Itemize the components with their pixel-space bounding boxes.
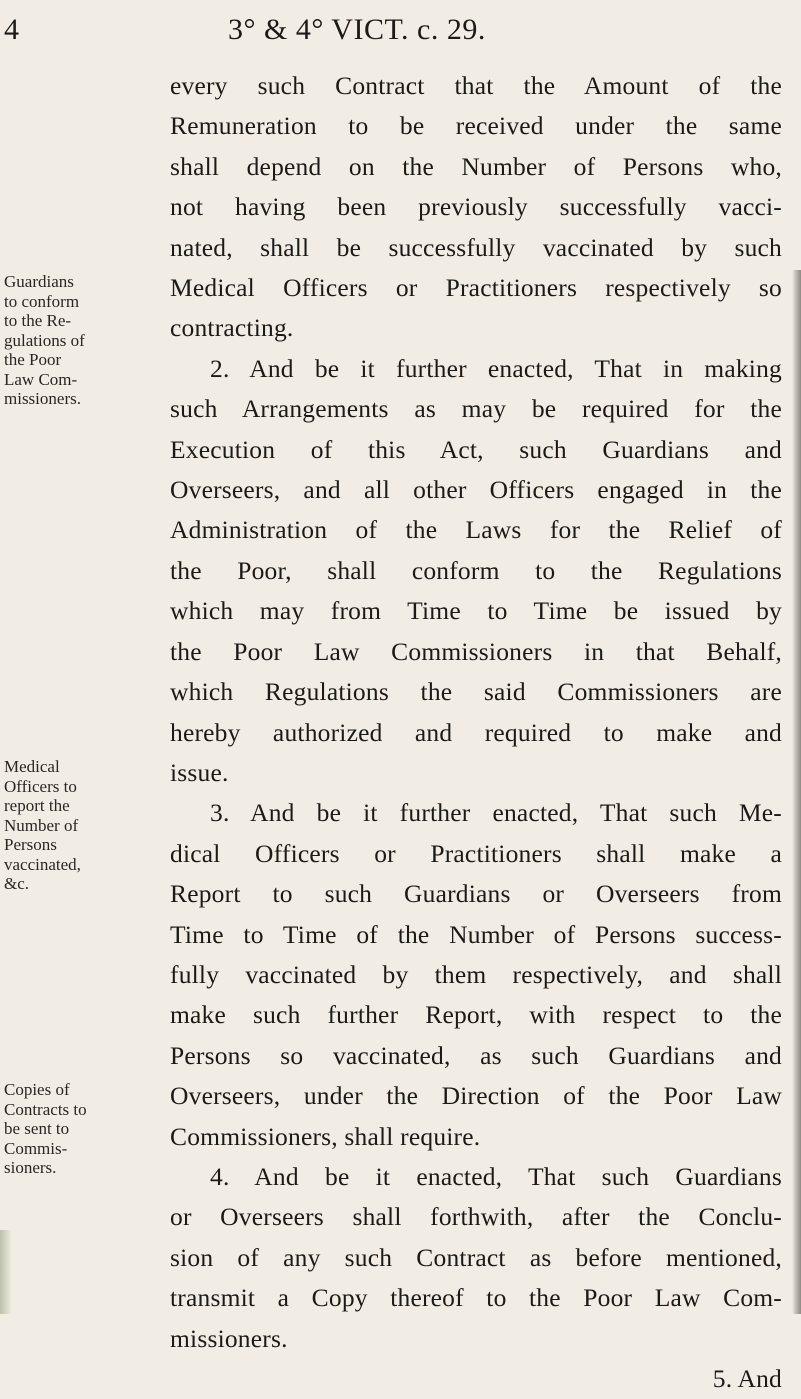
- body-text: [170, 66, 782, 1399]
- text-line: which may from Time to Time be issued by: [170, 596, 782, 626]
- text-line: which Regulations the said Commissioners are: [170, 677, 782, 707]
- margin-note-line: Number of: [4, 815, 79, 835]
- text-line: Overseers, under the Direction of the Poor Law: [170, 1081, 782, 1111]
- section-3-start: 3. And be it further enacted, That such Me-: [210, 798, 782, 828]
- page-number: 4: [4, 13, 19, 46]
- text-line: sion of any such Contract as before mentioned,: [170, 1242, 782, 1272]
- margin-note-line: Officers to: [4, 776, 77, 796]
- text-line: nated, shall be successfully vaccinated by such: [170, 232, 782, 262]
- text-line: Remuneration to be received under the same: [170, 111, 782, 141]
- text-line: hereby authorized and required to make and: [170, 717, 782, 747]
- text-line: contracting.: [170, 313, 294, 343]
- margin-note-line: be sent to: [4, 1119, 70, 1138]
- text-line: transmit a Copy thereof to the Poor Law Com-: [170, 1283, 782, 1313]
- text-line: Report to such Guardians or Overseers from: [170, 879, 782, 909]
- section-4-start: 4. And be it enacted, That such Guardians: [210, 1161, 782, 1191]
- running-head: 3° & 4° VICT. c. 29.: [228, 13, 486, 46]
- text-line: missioners.: [170, 1323, 288, 1353]
- section-2-start: 2. And be it further enacted, That in making: [210, 353, 782, 383]
- margin-note-line: Copies of: [4, 1080, 70, 1099]
- text-line: or Overseers shall forthwith, after the Conclu-: [170, 1202, 782, 1232]
- margin-note-line: Persons: [4, 835, 57, 854]
- text-line: Time to Time of the Number of Persons success-: [170, 919, 782, 949]
- text-line: Persons so vaccinated, as such Guardians and: [170, 1040, 782, 1070]
- text-line: shall depend on the Number of Persons who,: [170, 151, 782, 181]
- margin-note-line: Commis-: [4, 1138, 68, 1158]
- margin-note-line: Guardians: [4, 272, 74, 291]
- text-line: fully vaccinated by them respectively, and shall: [170, 959, 782, 989]
- text-line: the Poor Law Commissioners in that Behalf,: [170, 636, 782, 666]
- catchword: 5. And: [712, 1364, 782, 1393]
- text-line: Overseers, and all other Officers engaged in the: [170, 475, 782, 505]
- page-edge-shadow: [792, 270, 801, 1314]
- page-edge-stain: [0, 1230, 12, 1314]
- margin-note-line: Law Com-: [4, 369, 78, 389]
- margin-note-copies-of-contracts: [4, 1080, 128, 1178]
- margin-note-line: report the: [4, 796, 70, 815]
- text-line: Medical Officers or Practitioners respectively so: [170, 273, 782, 303]
- text-line: Administration of the Laws for the Relief of: [170, 515, 782, 545]
- text-line: make such further Report, with respect to the: [170, 1000, 782, 1030]
- margin-note-guardians: [4, 272, 128, 409]
- text-line: every such Contract that the Amount of the: [170, 71, 782, 100]
- margin-note-line: missioners.: [4, 389, 81, 408]
- text-line: the Poor, shall conform to the Regulations: [170, 555, 782, 585]
- text-line: dical Officers or Practitioners shall make a: [170, 838, 782, 868]
- margin-note-line: Medical: [4, 757, 60, 776]
- text-line: Execution of this Act, such Guardians and: [170, 434, 782, 464]
- text-line: such Arrangements as may be required for the: [170, 394, 782, 424]
- margin-note-line: the Poor: [4, 350, 62, 369]
- margin-note-line: to the Re-: [4, 311, 72, 330]
- text-line: Commissioners, shall require.: [170, 1121, 481, 1151]
- margin-note-line: Contracts to: [4, 1099, 87, 1119]
- margin-note-line: &c.: [4, 874, 30, 893]
- text-line: not having been previously successfully vacci-: [170, 192, 782, 222]
- page-header: [0, 10, 801, 50]
- margin-note-line: sioners.: [4, 1158, 57, 1177]
- margin-note-line: vaccinated,: [4, 854, 81, 874]
- text-line: issue.: [170, 757, 229, 787]
- margin-note-line: gulations of: [4, 330, 85, 350]
- margin-note-medical-officers: [4, 757, 128, 894]
- margin-note-line: to conform: [4, 291, 80, 311]
